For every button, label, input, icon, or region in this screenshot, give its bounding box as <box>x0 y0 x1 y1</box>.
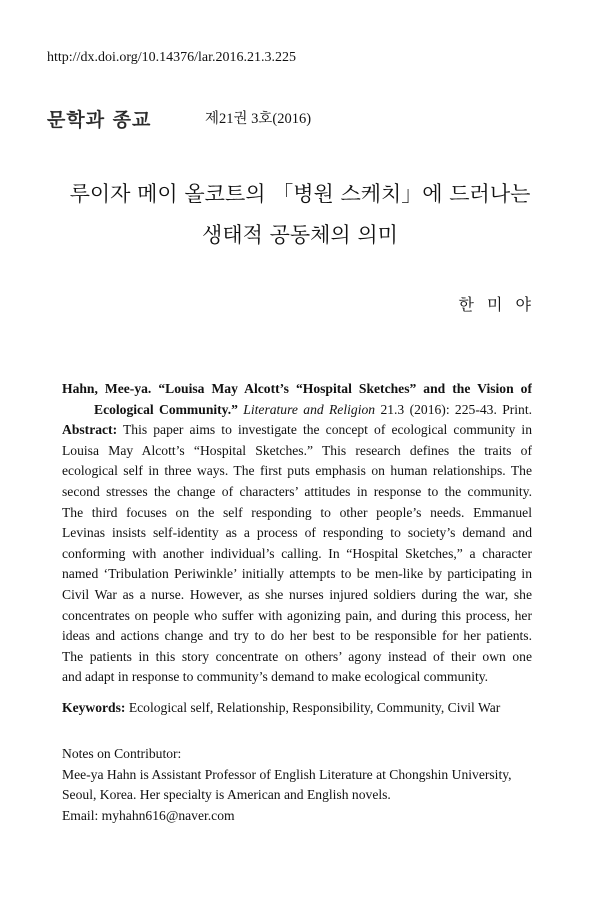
abstract-line: Louisa May Alcott’s “Hospital Sketches.” This research defines the traits of <box>62 442 532 458</box>
citation-author: Hahn, Mee-ya. <box>62 381 152 396</box>
abstract-line: The third focuses on the self responding to other people’s needs. Emmanuel <box>62 504 532 520</box>
abstract-line: Civil War as a nurse. However, as she nurses injured soldiers during the war, she <box>62 586 532 602</box>
doi-link[interactable]: http://dx.doi.org/10.14376/lar.2016.21.3.225 <box>47 50 297 65</box>
abstract-line: ecological self in three ways. The first puts emphasis on human relationships. The <box>62 463 532 479</box>
contributor-notes <box>62 744 512 826</box>
notes-line: Mee-ya Hahn is Assistant Professor of English Literature at Chongshin University, <box>62 766 512 782</box>
paper-title-line-1: 루이자 메이 올코트의 「병원 스케치」에 드러나는 <box>69 182 531 206</box>
abstract-label: Abstract: <box>62 422 118 438</box>
issue-info: 제21권 3호(2016) <box>205 111 312 127</box>
keywords-label: Keywords: <box>62 700 126 715</box>
abstract-block <box>62 379 532 688</box>
citation-details: 21.3 (2016): 225-43. Print. <box>380 401 532 417</box>
notes-heading: Notes on Contributor: <box>62 746 182 761</box>
abstract-line: named ‘Tribulation Periwinkle’ initially attempts to be men-like by participating in <box>62 566 532 582</box>
citation-line-1 <box>62 379 532 400</box>
notes-line: Seoul, Korea. Her specialty is American and English novels. <box>62 787 391 803</box>
abstract-line <box>62 420 532 441</box>
citation-journal: Literature and Religion <box>243 401 376 417</box>
abstract-text: This paper aims to investigate the concept of ecological community in <box>122 422 532 438</box>
author-name: 한 미 야 <box>458 295 535 314</box>
abstract-line: Levinas insists self-identity as a process of responding to society’s demand and <box>62 525 532 541</box>
abstract-line: second stresses the change of characters’ attitudes in response to the community. <box>62 483 532 499</box>
journal-logo: 문학과 종교 <box>47 109 152 131</box>
keywords-text: Ecological self, Relationship, Responsibility, Community, Civil War <box>128 700 501 715</box>
abstract-line: conforming with another individual’s calling. In “Hospital Sketches,” a character <box>62 545 532 561</box>
citation-line-2 <box>62 400 532 421</box>
abstract-line: The patients in this story concentrate on others’ agony instead of their own one <box>62 648 532 664</box>
abstract-line: concentrates on people who suffer with agonizing pain, and during this process, her <box>62 607 532 623</box>
citation-title-part-1: “Louisa May Alcott’s “Hospital Sketches” and the Vision of <box>158 381 532 396</box>
citation-title-part-2: Ecological Community.” <box>94 401 238 417</box>
abstract-line: ideas and actions change and try to do her best to be responsible for her patients. <box>62 628 532 644</box>
paper-title-line-2: 생태적 공동체의 의미 <box>202 223 398 247</box>
abstract-line: and adapt in response to community’s demand to make ecological community. <box>62 669 489 685</box>
keywords <box>62 700 500 716</box>
notes-email[interactable]: Email: myhahn616@naver.com <box>62 807 235 823</box>
